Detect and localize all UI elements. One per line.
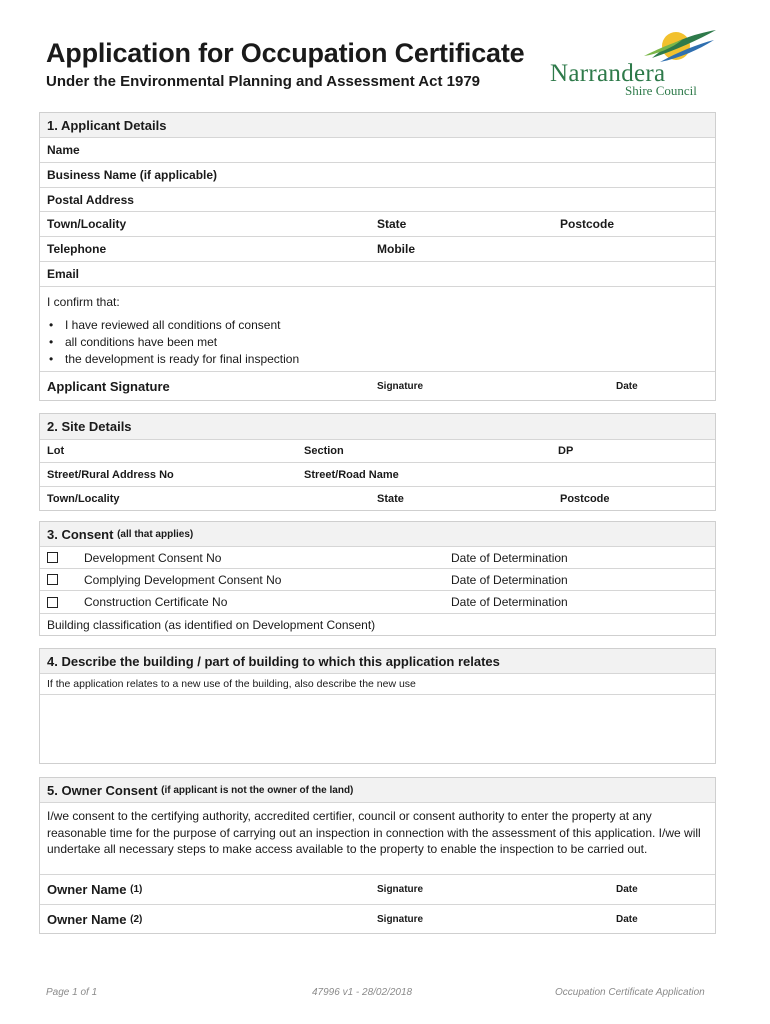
page-subtitle: Under the Environmental Planning and Assessment Act 1979	[46, 73, 481, 90]
applicant-signature-label: Applicant Signature	[47, 378, 170, 394]
name-label: Name	[47, 143, 80, 157]
date-label: Date	[616, 884, 638, 895]
confirm-list	[47, 317, 708, 368]
consent-heading-note: (all that applies)	[117, 528, 194, 540]
site-town-row[interactable]	[40, 486, 715, 510]
consent-row[interactable]	[40, 568, 715, 590]
owner-2-row[interactable]	[40, 904, 715, 933]
building-note: If the application relates to a new use of the building, also describe the new use	[47, 678, 416, 690]
owner-number: (2)	[130, 913, 143, 925]
postal-address-label: Postal Address	[47, 192, 134, 207]
building-description-section	[39, 648, 716, 764]
postal-address-field[interactable]	[40, 187, 715, 211]
section-heading	[40, 649, 715, 673]
consent-heading: 3. Consent	[47, 526, 114, 542]
business-name-label: Business Name (if applicable)	[47, 168, 218, 182]
consent-row[interactable]	[40, 590, 715, 613]
consent-section	[39, 521, 716, 636]
building-classification-field[interactable]	[40, 613, 715, 635]
owner-1-row[interactable]	[40, 874, 715, 904]
checkbox[interactable]	[47, 574, 58, 585]
section-heading	[40, 522, 715, 546]
dp-label: DP	[558, 445, 574, 457]
determination-date-label: Date of Determination	[451, 572, 568, 587]
council-logo	[548, 28, 718, 100]
applicant-heading: 1. Applicant Details	[47, 117, 167, 133]
site-details-section	[39, 413, 716, 511]
building-description-input[interactable]	[40, 694, 715, 763]
signature-label: Signature	[377, 380, 424, 392]
business-name-field[interactable]	[40, 162, 715, 187]
consent-label: Construction Certificate No	[84, 595, 228, 609]
building-note-row	[40, 673, 715, 694]
owner-name-label: Owner Name	[47, 882, 127, 897]
postcode-label: Postcode	[560, 492, 610, 505]
footer-version: 47996 v1 - 28/02/2018	[312, 987, 413, 998]
telephone-label: Telephone	[47, 242, 107, 256]
list-item: • the development is ready for final inspection	[47, 351, 708, 368]
postcode-label: Postcode	[560, 217, 615, 231]
town-label: Town/Locality	[47, 492, 120, 505]
footer-page: Page 1 of 1	[46, 987, 98, 998]
date-label: Date	[616, 380, 638, 392]
classification-label: Building classification (as identified on Development Consent)	[47, 617, 376, 632]
state-label: State	[377, 492, 404, 505]
email-label: Email	[47, 267, 80, 281]
owner-heading: 5. Owner Consent	[47, 782, 158, 798]
checkbox[interactable]	[47, 552, 58, 563]
mobile-label: Mobile	[377, 242, 415, 256]
lot-label: Lot	[47, 445, 65, 457]
owner-consent-section	[39, 777, 716, 934]
date-label: Date	[616, 913, 638, 925]
section-heading	[40, 778, 715, 802]
street-row[interactable]	[40, 462, 715, 486]
list-item: • all conditions have been met	[47, 334, 708, 351]
name-field[interactable]	[40, 137, 715, 162]
signature-label: Signature	[377, 913, 424, 925]
consent-label: Development Consent No	[84, 550, 222, 565]
section-heading	[40, 414, 715, 439]
lot-section-dp-row[interactable]	[40, 439, 715, 462]
town-label: Town/Locality	[47, 217, 127, 231]
section-label: Section	[304, 445, 344, 457]
consent-row[interactable]	[40, 546, 715, 568]
building-heading: 4. Describe the building / part of building to which this application relates	[47, 653, 500, 669]
owner-heading-note: (if applicant is not the owner of the land)	[161, 784, 354, 796]
state-label: State	[377, 217, 407, 231]
owner-number: (1)	[130, 884, 143, 895]
list-item: • I have reviewed all conditions of consent	[47, 317, 708, 334]
confirmation-block	[40, 286, 715, 371]
consent-label: Complying Development Consent No	[84, 572, 282, 587]
signature-label: Signature	[377, 884, 424, 895]
street-number-label: Street/Rural Address No	[47, 468, 174, 481]
owner-name-label: Owner Name	[47, 911, 127, 927]
section-heading	[40, 113, 715, 137]
owner-consent-text: I/we consent to the certifying authority, accredited certifier, council or consent authority to enter the property at any reasonable time for the purpose of carrying out an inspection in connection with the assessment of this application. I/we will undertake all necessary steps to make access available to the property to enable the inspection to be carried out.	[40, 802, 715, 874]
logo-wordmark: Narrandera	[550, 60, 666, 87]
logo-subtitle: Shire Council	[625, 83, 697, 98]
checkbox[interactable]	[47, 597, 58, 608]
page-title: Application for Occupation Certificate	[46, 38, 525, 68]
email-field[interactable]	[40, 261, 715, 286]
footer-doc-title: Occupation Certificate Application	[555, 987, 705, 998]
determination-date-label: Date of Determination	[451, 550, 568, 565]
applicant-signature-row[interactable]	[40, 371, 715, 400]
determination-date-label: Date of Determination	[451, 595, 568, 609]
street-name-label: Street/Road Name	[304, 468, 399, 481]
phone-row[interactable]	[40, 236, 715, 261]
town-state-row[interactable]	[40, 211, 715, 236]
site-heading: 2. Site Details	[47, 419, 132, 434]
applicant-details-section	[39, 112, 716, 401]
confirm-intro: I confirm that:	[47, 295, 120, 309]
